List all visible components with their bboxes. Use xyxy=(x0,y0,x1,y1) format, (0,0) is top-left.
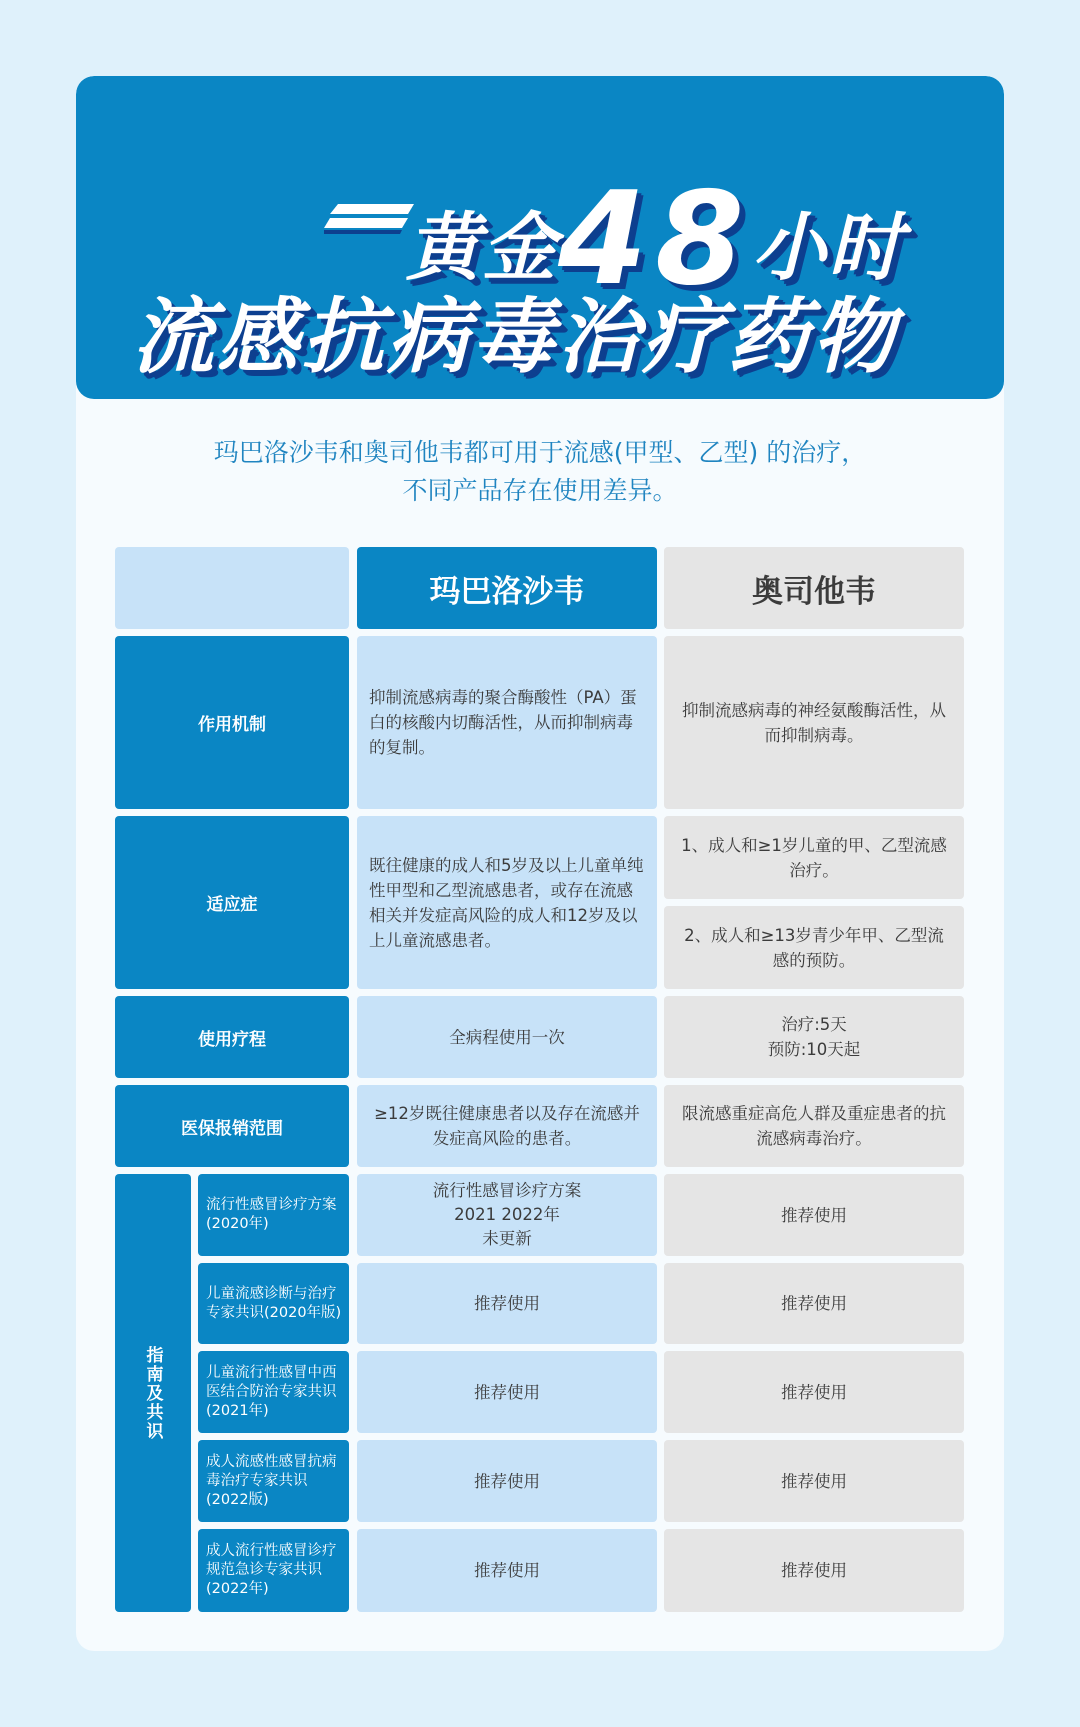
indication-oseltamivir-treatment: 1、成人和≥1岁儿童的甲、乙型流感治疗。 xyxy=(664,816,964,899)
corner-cell xyxy=(115,547,349,629)
row-label-insurance: 医保报销范围 xyxy=(115,1085,349,1167)
title-line-2: 流感抗病毒治疗药物 xyxy=(132,290,897,385)
guideline-mabaloxavir: 推荐使用 xyxy=(357,1529,657,1612)
guideline-oseltamivir: 推荐使用 xyxy=(664,1351,964,1433)
row-label-indication: 适应症 xyxy=(115,816,349,989)
mechanism-mabaloxavir: 抑制流感病毒的聚合酶酸性（PA）蛋白的核酸内切酶活性，从而抑制病毒的复制。 xyxy=(357,636,657,809)
insurance-oseltamivir: 限流感重症高危人群及重症患者的抗流感病毒治疗。 xyxy=(664,1085,964,1167)
guideline-mabaloxavir: 流行性感冒诊疗方案 2021 2022年 未更新 xyxy=(357,1174,657,1256)
row-label-course: 使用疗程 xyxy=(115,996,349,1078)
content-card xyxy=(76,76,1004,1651)
indication-mabaloxavir: 既往健康的成人和5岁及以上儿童单纯性甲型和乙型流感患者，或存在流感相关并发症高风险的成人和12岁及以上儿童流感患者。 xyxy=(357,816,657,989)
guideline-name: 流行性感冒诊疗方案(2020年) xyxy=(198,1174,349,1256)
row-label-guidelines: 指南及共识 xyxy=(115,1174,191,1612)
intro-text: 玛巴洛沙韦和奥司他韦都可用于流感(甲型、乙型) 的治疗， 不同产品存在使用差异。 xyxy=(213,438,867,505)
speed-lines-decoration xyxy=(324,204,414,238)
guideline-oseltamivir: 推荐使用 xyxy=(664,1440,964,1522)
title-banner xyxy=(76,76,1004,399)
insurance-mabaloxavir: ≥12岁既往健康患者以及存在流感并发症高风险的患者。 xyxy=(357,1085,657,1167)
indication-oseltamivir-prevention: 2、成人和≥13岁青少年甲、乙型流感的预防。 xyxy=(664,906,964,989)
guideline-oseltamivir: 推荐使用 xyxy=(664,1529,964,1612)
row-label-mechanism: 作用机制 xyxy=(115,636,349,809)
guideline-mabaloxavir: 推荐使用 xyxy=(357,1440,657,1522)
course-mabaloxavir: 全病程使用一次 xyxy=(357,996,657,1078)
mechanism-oseltamivir: 抑制流感病毒的神经氨酸酶活性，从而抑制病毒。 xyxy=(664,636,964,809)
course-oseltamivir: 治疗:5天 预防:10天起 xyxy=(664,996,964,1078)
guideline-name: 成人流感性感冒抗病毒治疗专家共识(2022版) xyxy=(198,1440,349,1522)
guideline-mabaloxavir: 推荐使用 xyxy=(357,1351,657,1433)
guideline-name: 成人流行性感冒诊疗规范急诊专家共识(2022年) xyxy=(198,1529,349,1612)
guideline-name: 儿童流感诊断与治疗专家共识(2020年版) xyxy=(198,1263,349,1344)
guideline-oseltamivir: 推荐使用 xyxy=(664,1174,964,1256)
guideline-oseltamivir: 推荐使用 xyxy=(664,1263,964,1344)
title-line-1: 黄金48小时 xyxy=(406,165,905,314)
col-header-oseltamivir: 奥司他韦 xyxy=(664,547,964,629)
col-header-mabaloxavir: 玛巴洛沙韦 xyxy=(357,547,657,629)
guideline-name: 儿童流行性感冒中西医结合防治专家共识(2021年) xyxy=(198,1351,349,1433)
guideline-mabaloxavir: 推荐使用 xyxy=(357,1263,657,1344)
